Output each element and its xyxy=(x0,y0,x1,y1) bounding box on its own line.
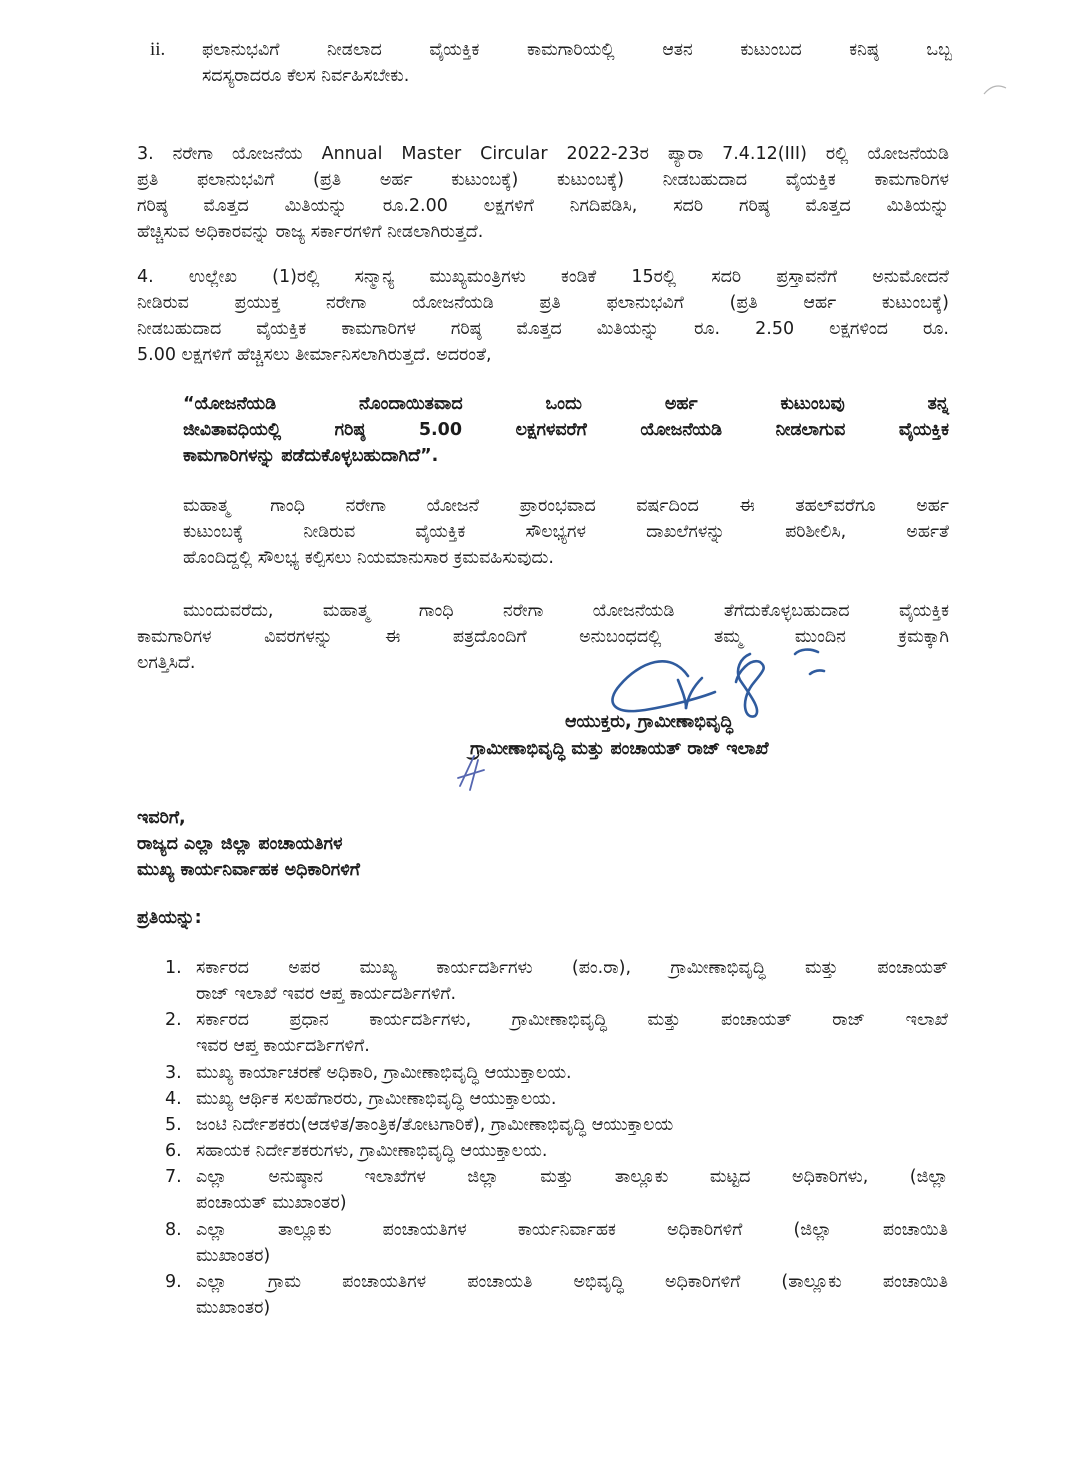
paragraph-line: 4. ಉಲ್ಲೇಖ (1)ರಲ್ಲಿ ಸನ್ಮಾನ್ಯ ಮುಖ್ಯಮಂತ್ರಿಗಳು ಕಂಡಿಕೆ 15ರಲ್ಲಿ ಸದರಿ ಪ್ರಸ್ತಾವನೆಗೆ ಅನುಮೋದನೆ xyxy=(137,267,949,287)
list-item-number: 2. xyxy=(165,1010,182,1030)
list-item: ಸರ್ಕಾರದ ಅಪರ ಮುಖ್ಯ ಕಾರ್ಯದರ್ಶಿಗಳು (ಪಂ.ರಾ), ಗ್ರಾಮೀಣಾಭಿವೃದ್ಧಿ ಮತ್ತು ಪಂಚಾಯತ್ xyxy=(196,958,948,978)
list-item: ಇವರ ಆಪ್ತ ಕಾರ್ಯದರ್ಶಿಗಳಿಗೆ. xyxy=(196,1036,370,1056)
handwritten-initial xyxy=(452,752,492,792)
list-item: ಎಲ್ಲಾ ತಾಲ್ಲೂಕು ಪಂಚಾಯತಿಗಳ ಕಾರ್ಯನಿರ್ವಾಹಕ ಅಧಿಕಾರಿಗಳಿಗೆ (ಜಿಲ್ಲಾ ಪಂಚಾಯಿತಿ xyxy=(196,1220,948,1240)
list-item: ಜಂಟಿ ನಿರ್ದೇಶಕರು(ಆಡಳಿತ/ತಾಂತ್ರಿಕ/ತೋಟಗಾರಿಕೆ), ಗ್ರಾಮೀಣಾಭಿವೃದ್ಧಿ ಆಯುಕ್ತಾಲಯ xyxy=(196,1115,674,1135)
scan-edge-mark xyxy=(980,78,1020,98)
sub-item-text-line: ಸದಸ್ಯರಾದರೂ ಕೆಲಸ ನಿರ್ವಹಿಸಬೇಕು. xyxy=(202,66,410,86)
paragraph-line: ನೀಡಿರುವ ಪ್ರಯುಕ್ತ ನರೇಗಾ ಯೋಜನೆಯಡಿ ಪ್ರತಿ ಫಲಾನುಭವಿಗೆ (ಪ್ರತಿ ಆರ್ಹ ಕುಟುಂಬಕ್ಕೆ) xyxy=(137,293,949,313)
list-item: ಸಹಾಯಕ ನಿರ್ದೇಶಕರುಗಳು, ಗ್ರಾಮೀಣಾಭಿವೃದ್ಧಿ ಆಯುಕ್ತಾಲಯ. xyxy=(196,1141,548,1161)
designation-line: ಗ್ರಾಮೀಣಾಭಿವೃದ್ಧಿ ಮತ್ತು ಪಂಚಾಯತ್ ರಾಜ್ ಇಲಾಖೆ xyxy=(470,739,769,759)
list-item-number: 5. xyxy=(165,1115,182,1135)
list-item-number: 6. xyxy=(165,1141,182,1161)
list-item: ಮುಖ್ಯ ಆರ್ಥಿಕ ಸಲಹೆಗಾರರು, ಗ್ರಾಮೀಣಾಭಿವೃದ್ಧಿ ಆಯುಕ್ತಾಲಯ. xyxy=(196,1089,557,1109)
paragraph-line: ಮಹಾತ್ಮ ಗಾಂಧಿ ನರೇಗಾ ಯೋಜನೆ ಪ್ರಾರಂಭವಾದ ವರ್ಷದಿಂದ ಈ ತಹಲ್‌ವರೆಗೂ ಅರ್ಹ xyxy=(183,496,949,516)
quote-line: “ಯೋಜನೆಯಡಿ ನೊಂದಾಯಿತವಾದ ಒಂದು ಅರ್ಹ ಕುಟುಂಬವು ತನ್ನ xyxy=(183,394,949,414)
paragraph-line: ಕುಟುಂಬಕ್ಕೆ ನೀಡಿರುವ ವೈಯಕ್ತಿಕ ಸೌಲಭ್ಯಗಳ ದಾಖಲೆಗಳನ್ನು ಪರಿಶೀಲಿಸಿ, ಅರ್ಹತೆ xyxy=(183,522,949,542)
list-item-number: 7. xyxy=(165,1167,182,1187)
list-item: ರಾಜ್ ಇಲಾಖೆ ಇವರ ಆಪ್ತ ಕಾರ್ಯದರ್ಶಿಗಳಿಗೆ. xyxy=(196,984,457,1004)
list-item: ಮುಖ್ಯ ಕಾರ್ಯಾಚರಣೆ ಅಧಿಕಾರಿ, ಗ್ರಾಮೀಣಾಭಿವೃದ್ಧಿ ಆಯುಕ್ತಾಲಯ. xyxy=(196,1063,572,1083)
paragraph-line: ಗರಿಷ್ಠ ಮೊತ್ತದ ಮಿತಿಯನ್ನು ರೂ.2.00 ಲಕ್ಷಗಳಿಗೆ ನಿಗದಿಪಡಿಸಿ, ಸದರಿ ಗರಿಷ್ಠ ಮೊತ್ತದ ಮಿತಿಯನ್ನು xyxy=(137,196,949,216)
sub-item-number: ii. xyxy=(150,39,166,60)
list-item: ಮುಖಾಂತರ) xyxy=(196,1246,271,1266)
addressee-line: ಇವರಿಗೆ, xyxy=(137,808,186,828)
quote-line: ಜೀವಿತಾವಧಿಯಲ್ಲಿ ಗರಿಷ್ಠ 5.00 ಲಕ್ಷಗಳವರೆಗೆ ಯೋಜನೆಯಡಿ ನೀಡಲಾಗುವ ವೈಯಕ್ತಿಕ xyxy=(183,420,949,440)
list-item-number: 8. xyxy=(165,1220,182,1240)
paragraph-line: 5.00 ಲಕ್ಷಗಳಿಗೆ ಹೆಚ್ಚಿಸಲು ತೀರ್ಮಾನಿಸಲಾಗಿರುತ್ತದೆ. ಅದರಂತೆ, xyxy=(137,345,492,365)
paragraph-line: ಮುಂದುವರೆದು, ಮಹಾತ್ಮ ಗಾಂಧಿ ನರೇಗಾ ಯೋಜನೆಯಡಿ ತೆಗೆದುಕೊಳ್ಳಬಹುದಾದ ವೈಯಕ್ತಿಕ xyxy=(183,601,949,621)
copy-to-heading: ಪ್ರತಿಯನ್ನು: xyxy=(137,908,202,928)
list-item-number: 1. xyxy=(165,958,182,978)
designation-line: ಆಯುಕ್ತರು, ಗ್ರಾಮೀಣಾಭಿವೃದ್ಧಿ xyxy=(565,712,734,732)
handwritten-signature xyxy=(590,640,840,720)
list-item: ಸರ್ಕಾರದ ಪ್ರಧಾನ ಕಾರ್ಯದರ್ಶಿಗಳು, ಗ್ರಾಮೀಣಾಭಿವೃದ್ಧಿ ಮತ್ತು ಪಂಚಾಯತ್ ರಾಜ್ ಇಲಾಖೆ xyxy=(196,1010,948,1030)
quote-line: ಕಾಮಗಾರಿಗಳನ್ನು ಪಡೆದುಕೊಳ್ಳಬಹುದಾಗಿದೆ”. xyxy=(183,446,439,466)
list-item: ಎಲ್ಲಾ ಅನುಷ್ಠಾನ ಇಲಾಖೆಗಳ ಜಿಲ್ಲಾ ಮತ್ತು ತಾಲ್ಲೂಕು ಮಟ್ಟದ ಅಧಿಕಾರಿಗಳು, (ಜಿಲ್ಲಾ xyxy=(196,1167,948,1187)
list-item: ಮುಖಾಂತರ) xyxy=(196,1298,271,1318)
paragraph-line: ಹೊಂದಿದ್ದಲ್ಲಿ ಸೌಲಭ್ಯ ಕಲ್ಪಿಸಲು ನಿಯಮಾನುಸಾರ ಕ್ರಮವಹಿಸುವುದು. xyxy=(183,548,554,568)
paragraph-line: ಹೆಚ್ಚಿಸುವ ಅಧಿಕಾರವನ್ನು ರಾಜ್ಯ ಸರ್ಕಾರಗಳಿಗೆ ನೀಡಲಾಗಿರುತ್ತದೆ. xyxy=(137,222,484,242)
list-item: ಪಂಚಾಯತ್ ಮುಖಾಂತರ) xyxy=(196,1193,347,1213)
list-item-number: 4. xyxy=(165,1089,182,1109)
addressee-line: ರಾಜ್ಯದ ಎಲ್ಲಾ ಜಿಲ್ಲಾ ಪಂಚಾಯತಿಗಳ xyxy=(137,834,343,854)
list-item-number: 9. xyxy=(165,1272,182,1292)
list-item: ಎಲ್ಲಾ ಗ್ರಾಮ ಪಂಚಾಯತಿಗಳ ಪಂಚಾಯತಿ ಅಭಿವೃದ್ಧಿ ಅಧಿಕಾರಿಗಳಿಗೆ (ತಾಲ್ಲೂಕು ಪಂಚಾಯಿತಿ xyxy=(196,1272,948,1292)
sub-item-text-line: ಫಲಾನುಭವಿಗೆ ನೀಡಲಾದ ವೈಯಕ್ತಿಕ ಕಾಮಗಾರಿಯಲ್ಲಿ ಆತನ ಕುಟುಂಬದ ಕನಿಷ್ಠ ಒಬ್ಬ xyxy=(202,40,952,60)
paragraph-line: ಲಗತ್ತಿಸಿದೆ. xyxy=(137,653,196,673)
paragraph-line: ನೀಡಬಹುದಾದ ವೈಯಕ್ತಿಕ ಕಾಮಗಾರಿಗಳ ಗರಿಷ್ಠ ಮೊತ್ತದ ಮಿತಿಯನ್ನು ರೂ. 2.50 ಲಕ್ಷಗಳಿಂದ ರೂ. xyxy=(137,319,949,339)
paragraph-line: ಕಾಮಗಾರಿಗಳ ವಿವರಗಳನ್ನು ಈ ಪತ್ರದೊಂದಿಗೆ ಅನುಬಂಧದಲ್ಲಿ ತಮ್ಮ ಮುಂದಿನ ಕ್ರಮಕ್ಕಾಗಿ xyxy=(137,627,949,647)
list-item-number: 3. xyxy=(165,1063,182,1083)
paragraph-line: ಪ್ರತಿ ಫಲಾನುಭವಿಗೆ (ಪ್ರತಿ ಅರ್ಹ ಕುಟುಂಬಕ್ಕೆ) ಕುಟುಂಬಕ್ಕೆ) ನೀಡಬಹುದಾದ ವೈಯಕ್ತಿಕ ಕಾಮಗಾರಿಗಳ xyxy=(137,170,949,190)
addressee-line: ಮುಖ್ಯ ಕಾರ್ಯನಿರ್ವಾಹಕ ಅಧಿಕಾರಿಗಳಿಗೆ xyxy=(137,860,360,880)
paragraph-line: 3. ನರೇಗಾ ಯೋಜನೆಯ Annual Master Circular 2022-23ರ ಪ್ಯಾರಾ 7.4.12(III) ರಲ್ಲಿ ಯೋಜನೆಯಡಿ xyxy=(137,144,949,164)
